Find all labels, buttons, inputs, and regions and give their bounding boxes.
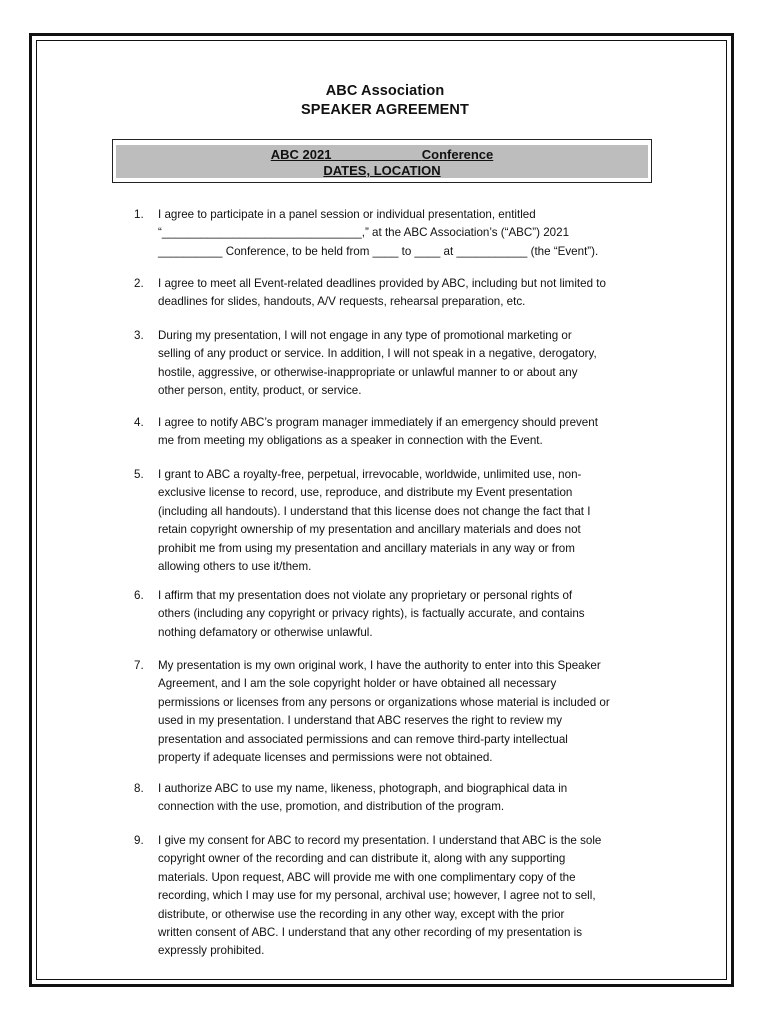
item-number: 8. — [134, 782, 144, 795]
org-name: ABC Association — [325, 83, 445, 99]
item-number: 9. — [134, 834, 144, 847]
conference-label: Conference — [421, 147, 494, 162]
item-text: I agree to notify ABC’s program manager immediately if an emergency should prevent me from meeting my obligations as a speaker in connection with the Event. — [158, 416, 598, 448]
document-title: SPEAKER AGREEMENT — [301, 102, 469, 118]
item-number: 5. — [134, 468, 144, 481]
item-text: I agree to participate in a panel session or individual presentation, entitled “_______________________________,” at the ABC Association’s (“ABC”) 2021 __________ Conference, to be held from ____ to ____ at ___________ (the “Event”). — [158, 208, 599, 258]
item-text: I give my consent for ABC to record my presentation. I understand that ABC is the sole copyright owner of the recording and can distribute it, along with any supporting materials. Upon request, ABC will provide me with one complimentary copy of the recording, which I may use for my personal, archival use; however, I agree not to sell, distribute, or otherwise use the recording in any other way, except with the prior written consent of ABC. I understand that any other recording of my presentation is expressly prohibited. — [158, 834, 602, 958]
conference-year: ABC 2021 — [270, 147, 332, 162]
item-number: 2. — [134, 277, 144, 290]
conference-heading — [113, 147, 651, 162]
conference-dates-location — [113, 163, 651, 178]
item-number: 7. — [134, 659, 144, 672]
item-text: During my presentation, I will not engage in any type of promotional marketing or selling of any product or service. In addition, I will not speak in a negative, derogatory, hostile, aggressive, or otherwise-inappropriate or unlawful manner to or about any other person, entity, product, or service. — [158, 329, 597, 398]
conference-name-blank — [331, 147, 421, 162]
item-text: I affirm that my presentation does not violate any proprietary or personal rights of others (including any copyright or privacy rights), is factually accurate, and contains nothing defamatory or otherwise unlawful. — [158, 589, 585, 639]
item-text: I grant to ABC a royalty-free, perpetual, irrevocable, worldwide, unlimited use, non- exclusive license to record, use, reproduce, and distribute my Event presentation (including all handouts). I understand that this license does not change the fact that I retain copyright ownership of my presentation and ancillary materials and does not prohibit me from using my presentation and ancillary materials in any way or from allowing others to use it/them. — [158, 468, 591, 574]
item-number: 4. — [134, 416, 144, 429]
conference-box — [112, 139, 652, 183]
item-number: 1. — [134, 208, 144, 221]
item-number: 6. — [134, 589, 144, 602]
item-number: 3. — [134, 329, 144, 342]
item-text: I authorize ABC to use my name, likeness, photograph, and biographical data in connection with the use, promotion, and distribution of the program. — [158, 782, 568, 814]
dates-location-label: DATES, LOCATION — [323, 163, 441, 178]
item-text: I agree to meet all Event-related deadlines provided by ABC, including but not limited to deadlines for slides, handouts, A/V requests, rehearsal preparation, etc. — [158, 277, 606, 309]
item-text: My presentation is my own original work, I have the authority to enter into this Speaker Agreement, and I am the sole copyright holder or have obtained all necessary permissions or licenses from any persons or organizations whose material is included or used in my presentation. I understand that ABC reserves the right to review my presentation and associated permissions and can remove third-party intellectual property if adequate licenses and permissions were not obtained. — [158, 659, 610, 765]
